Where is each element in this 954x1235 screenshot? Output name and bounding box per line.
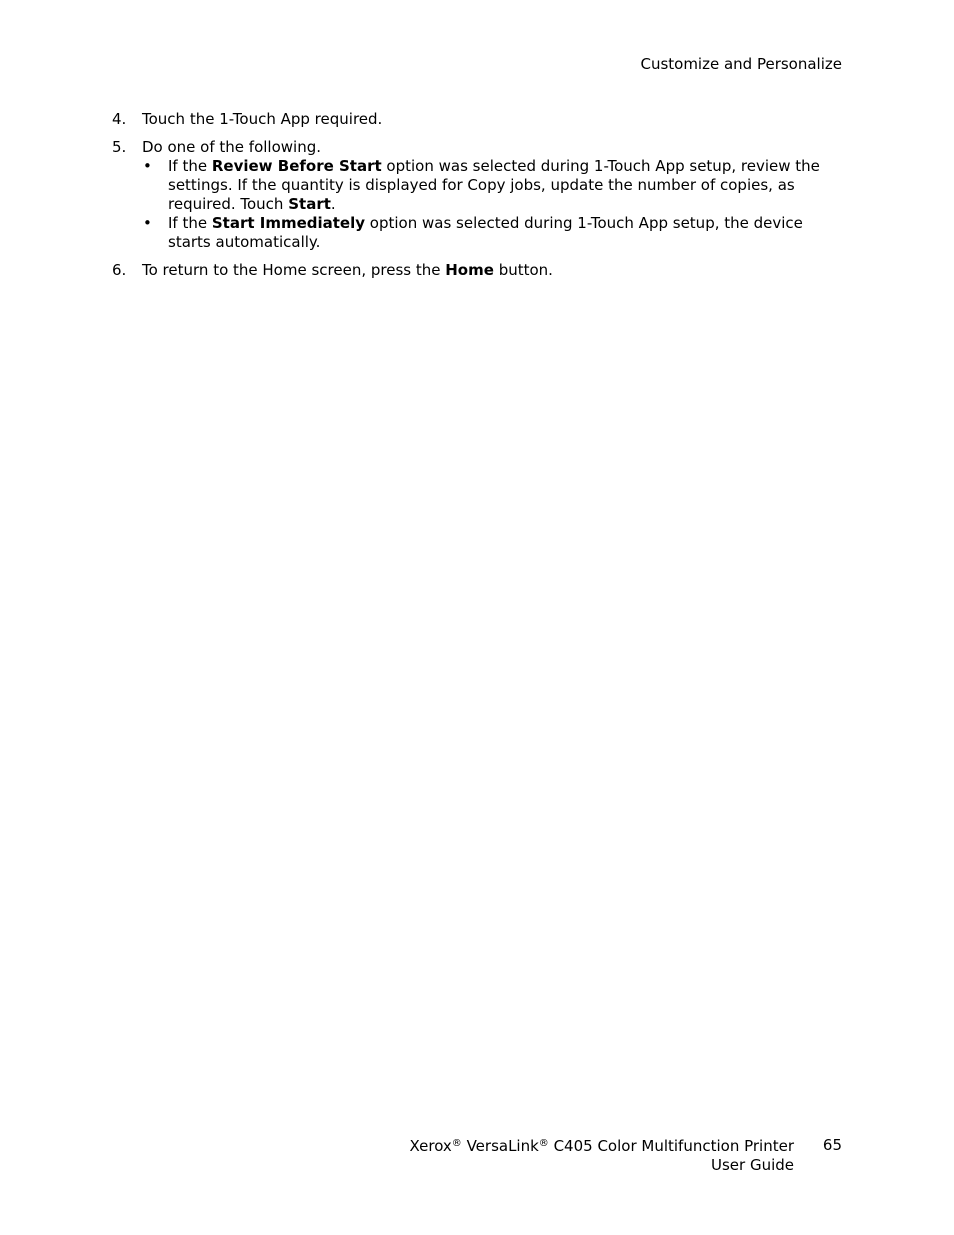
running-header: Customize and Personalize [640, 55, 842, 73]
bullet-icon: • [143, 214, 152, 232]
footer-product: VersaLink [466, 1137, 539, 1155]
step-6 [112, 261, 844, 280]
option-name-review-before-start: Review Before Start [211, 157, 382, 175]
bullet-text-lead: If the [168, 157, 212, 175]
step-text: Do one of the following. [142, 138, 321, 156]
bullet-text-end: . [330, 195, 336, 213]
bullet-icon: • [143, 157, 152, 175]
button-name-start: Start [288, 195, 331, 213]
bullet-review-before-start [142, 157, 844, 214]
footer-brand: Xerox [409, 1137, 452, 1155]
step-text [142, 261, 844, 280]
procedure-steps [112, 110, 844, 289]
step-text: Touch the 1-Touch App required. [142, 110, 383, 128]
bullet-start-immediately [142, 214, 844, 252]
footer-guide-title: User Guide [710, 1156, 794, 1174]
footer-product-line [410, 1137, 794, 1156]
option-name-start-immediately: Start Immediately [211, 214, 366, 232]
page-footer [410, 1137, 794, 1175]
bullet-text [168, 214, 844, 252]
step-text-end: button. [493, 261, 553, 279]
step-number: 5. [112, 138, 127, 156]
step-text-lead: To return to the Home screen, press the [142, 261, 446, 279]
step-body [142, 138, 844, 252]
step-number: 6. [112, 261, 127, 279]
page-number: 65 [822, 1136, 842, 1154]
bullet-text-body: option was selected during 1-Touch App setup, review the settings. If the quantity is displayed for Copy jobs, update the number of copies, as required. Touch [168, 157, 820, 213]
button-name-home: Home [445, 261, 494, 279]
step-number: 4. [112, 110, 127, 128]
step-4 [112, 110, 844, 129]
bullet-text-body: option was selected during 1-Touch App setup, the device starts automatically. [168, 214, 803, 251]
bullet-text-lead: If the [168, 214, 212, 232]
registered-mark: ® [538, 1138, 549, 1149]
registered-mark: ® [451, 1138, 462, 1149]
footer-model: C405 Color Multifunction Printer [553, 1137, 794, 1155]
step-5 [112, 138, 844, 252]
bullet-list [142, 157, 844, 252]
bullet-text [168, 157, 844, 214]
